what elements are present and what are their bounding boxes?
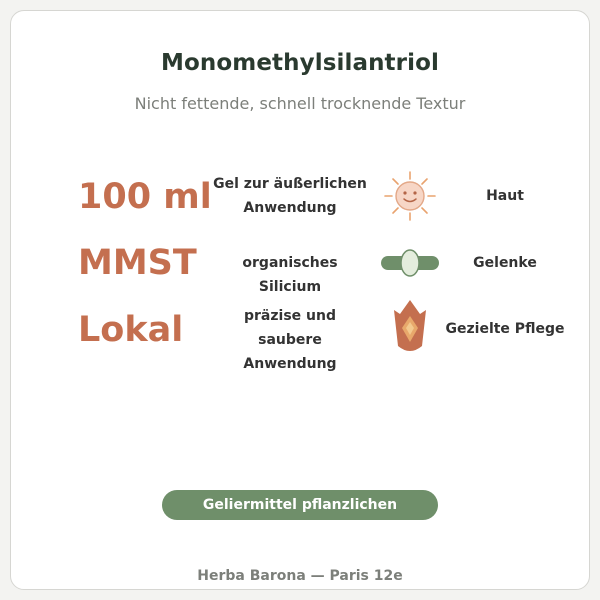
row-3-desc-line-2: Anwendung (243, 356, 337, 372)
volume-value: 100 ml (78, 177, 212, 217)
label-haut: Haut (486, 188, 524, 204)
lokal-value: Lokal (78, 310, 184, 350)
sun-icon (382, 170, 438, 226)
row-2-desc-line-1: organisches Silicium (242, 255, 338, 295)
row-2-description (210, 251, 370, 299)
label-gelenke: Gelenke (473, 255, 537, 271)
label-gezielte-pflege: Gezielte Pflege (445, 321, 565, 337)
row-1-desc-line-2: Anwendung (243, 200, 337, 216)
row-1-desc-line-1: Gel zur äußerlichen (213, 176, 367, 192)
row-3-description (210, 304, 370, 376)
row-1-description (210, 172, 370, 220)
footer-brand: Herba Barona — Paris 12e (197, 568, 403, 584)
mmst-value: MMST (78, 243, 197, 283)
joint-icon (380, 247, 440, 283)
plant-gelling-badge: Geliermittel pflanzlichen Ursprungs (162, 490, 438, 520)
page-subtitle: Nicht fettende, schnell trocknende Textur (134, 94, 466, 113)
page-title: Monomethylsilantriol (161, 50, 439, 76)
flame-icon (392, 298, 428, 360)
row-3-desc-line-1: präzise und saubere (244, 308, 336, 348)
